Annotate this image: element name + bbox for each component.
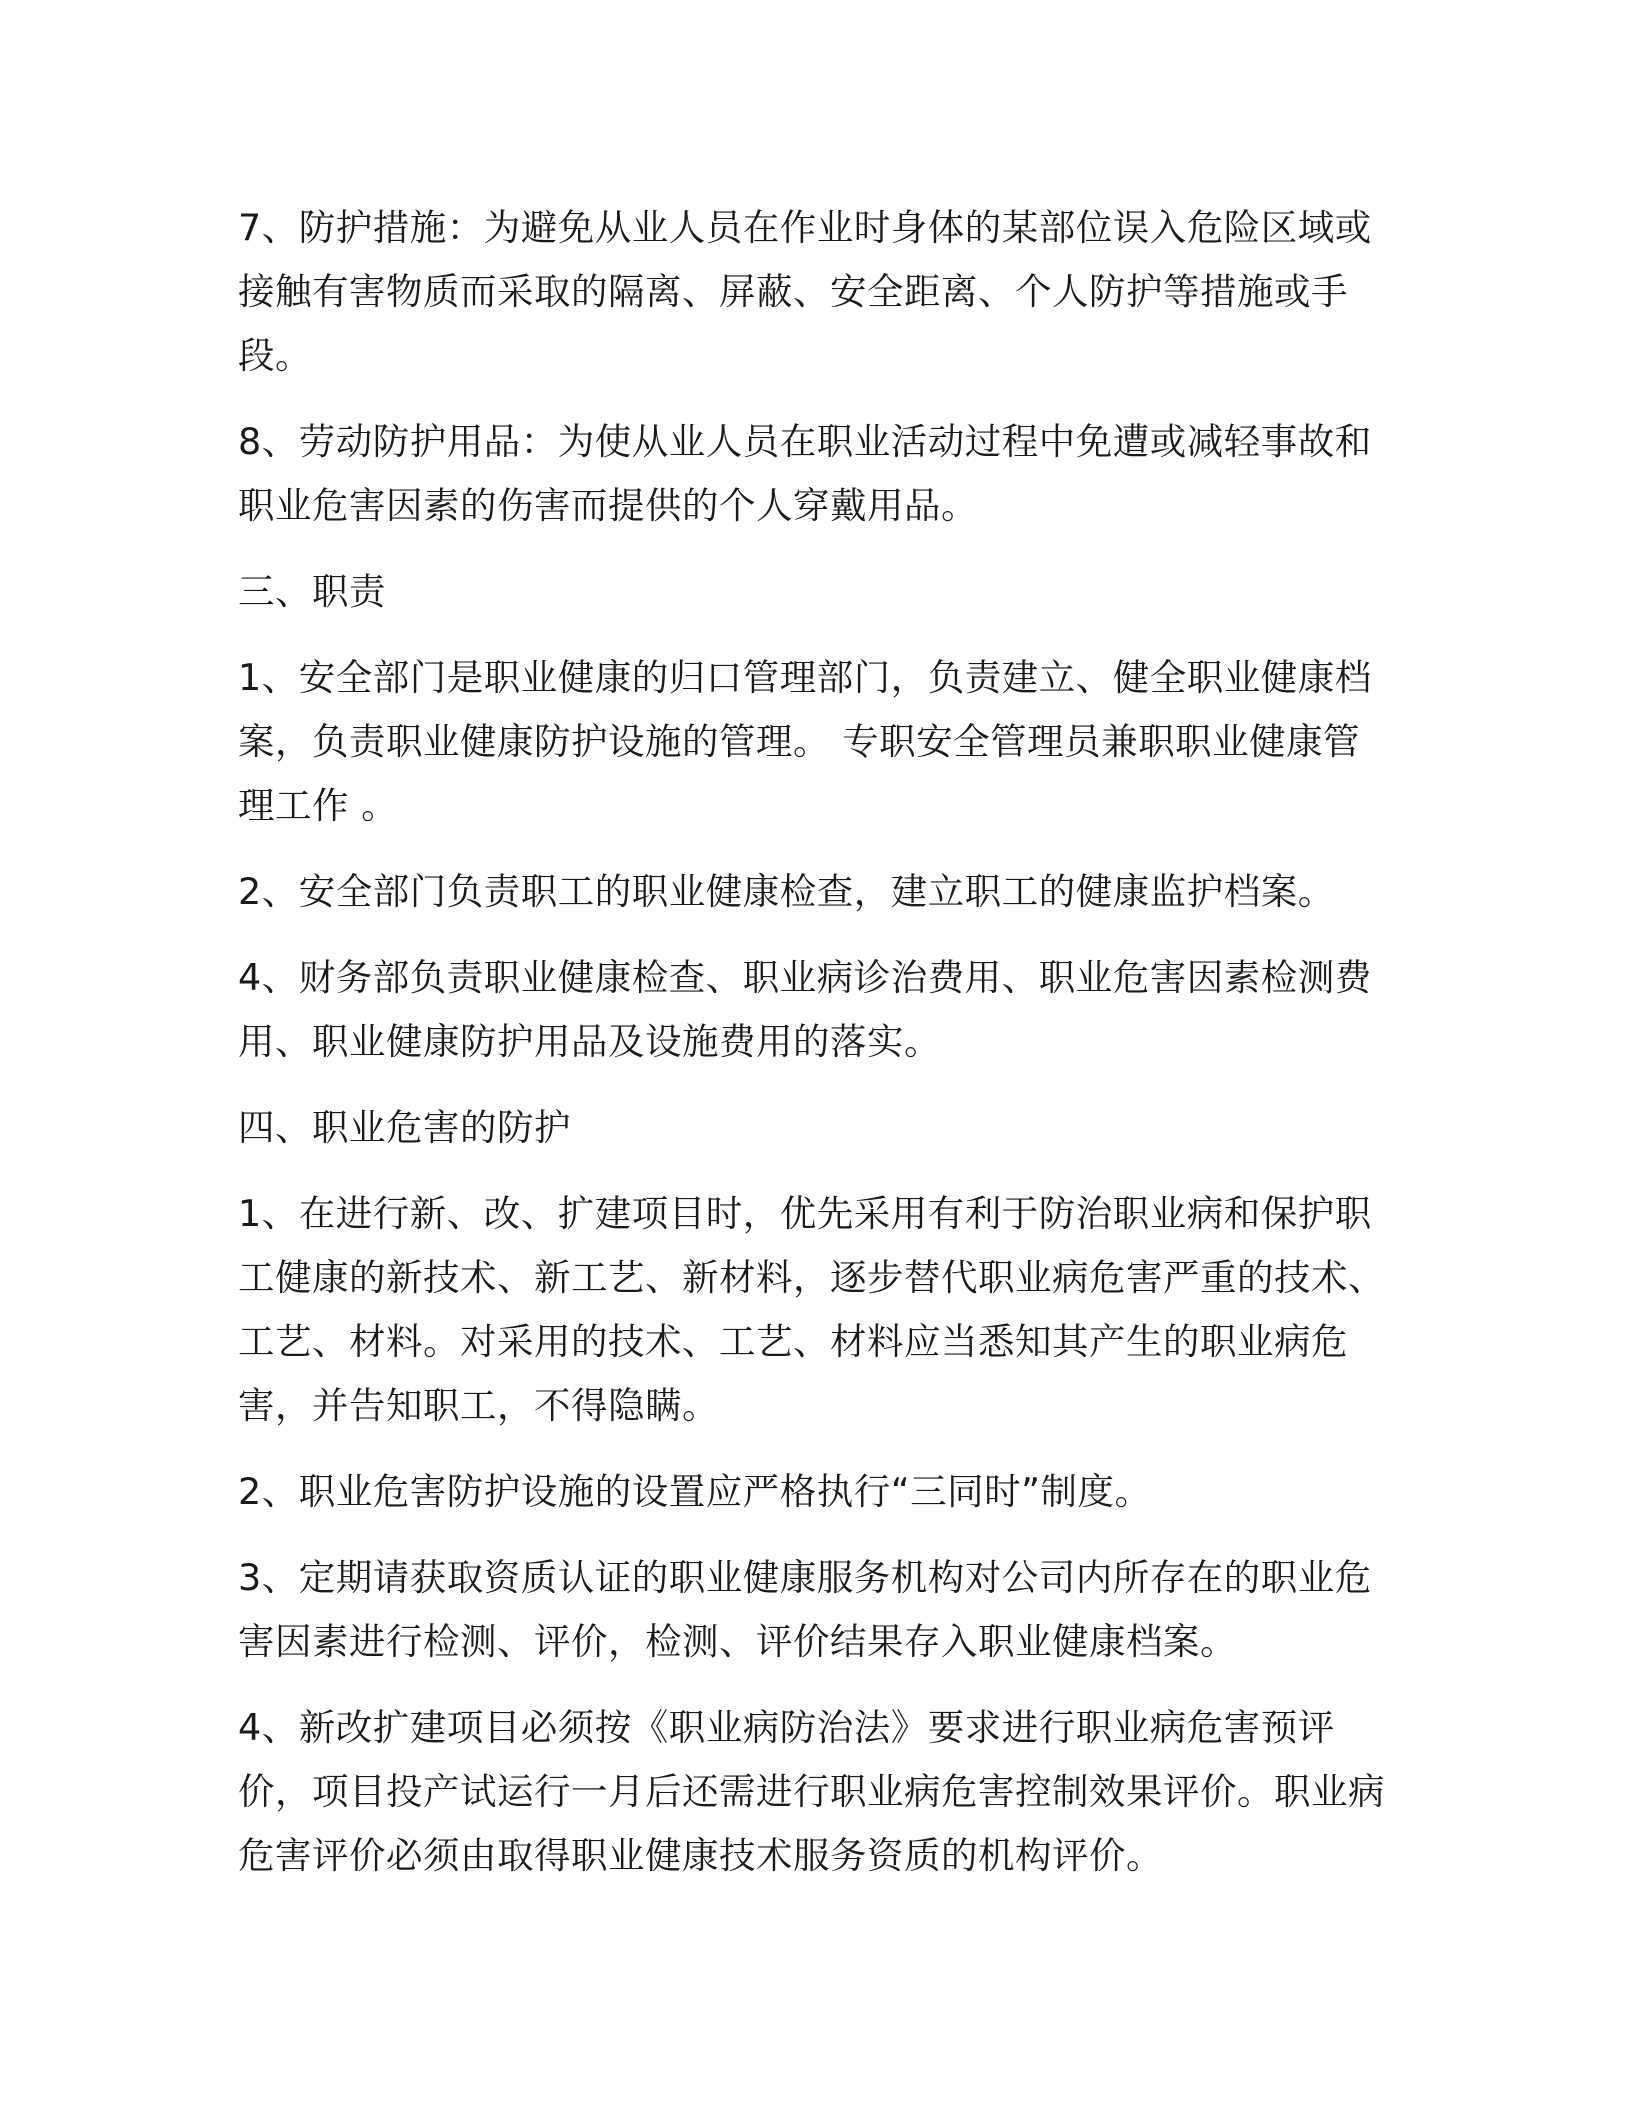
paragraph-protection-2: 2、职业危害防护设施的设置应严格执行“三同时”制度。 — [238, 1470, 1152, 1513]
document-body — [238, 196, 1388, 1910]
paragraph-protection-3: 3、定期请获取资质认证的职业健康服务机构对公司内所存在的职业危害因素进行检测、评价，检测、评价结果存入职业健康档案。 — [238, 1556, 1372, 1663]
section-heading-responsibilities: 三、职责 — [238, 570, 386, 613]
section-heading-hazard-protection: 四、职业危害的防护 — [238, 1106, 571, 1149]
paragraph-responsibility-2: 2、安全部门负责职工的职业健康检查，建立职工的健康监护档案。 — [238, 870, 1335, 913]
paragraph-protection-4: 4、新改扩建项目必须按《职业病防治法》要求进行职业病危害预评价，项目投产试运行一月后还需进行职业病危害控制效果评价。职业病危害评价必须由取得职业健康技术服务资质的机构评价。 — [238, 1706, 1385, 1877]
paragraph-responsibility-4: 4、财务部负责职业健康检查、职业病诊治费用、职业危害因素检测费用、职业健康防护用品及设施费用的落实。 — [238, 956, 1372, 1063]
paragraph-item-7-protective-measures: 7、防护措施：为避免从业人员在作业时身体的某部位误入危险区域或接触有害物质而采取的隔离、屏蔽、安全距离、个人防护等措施或手段。 — [238, 206, 1372, 377]
paragraph-protection-1: 1、在进行新、改、扩建项目时，优先采用有利于防治职业病和保护职工健康的新技术、新工艺、新材料，逐步替代职业病危害严重的技术、工艺、材料。对采用的技术、工艺、材料应当悉知其产生的职业病危害，并告知职工，不得隐瞒。 — [238, 1192, 1385, 1427]
paragraph-responsibility-1: 1、安全部门是职业健康的归口管理部门，负责建立、健全职业健康档案，负责职业健康防护设施的管理。 专职安全管理员兼职职业健康管理工作 。 — [238, 656, 1372, 827]
paragraph-item-8-protective-equipment: 8、劳动防护用品：为使从业人员在职业活动过程中免遭或减轻事故和职业危害因素的伤害而提供的个人穿戴用品。 — [238, 420, 1372, 527]
